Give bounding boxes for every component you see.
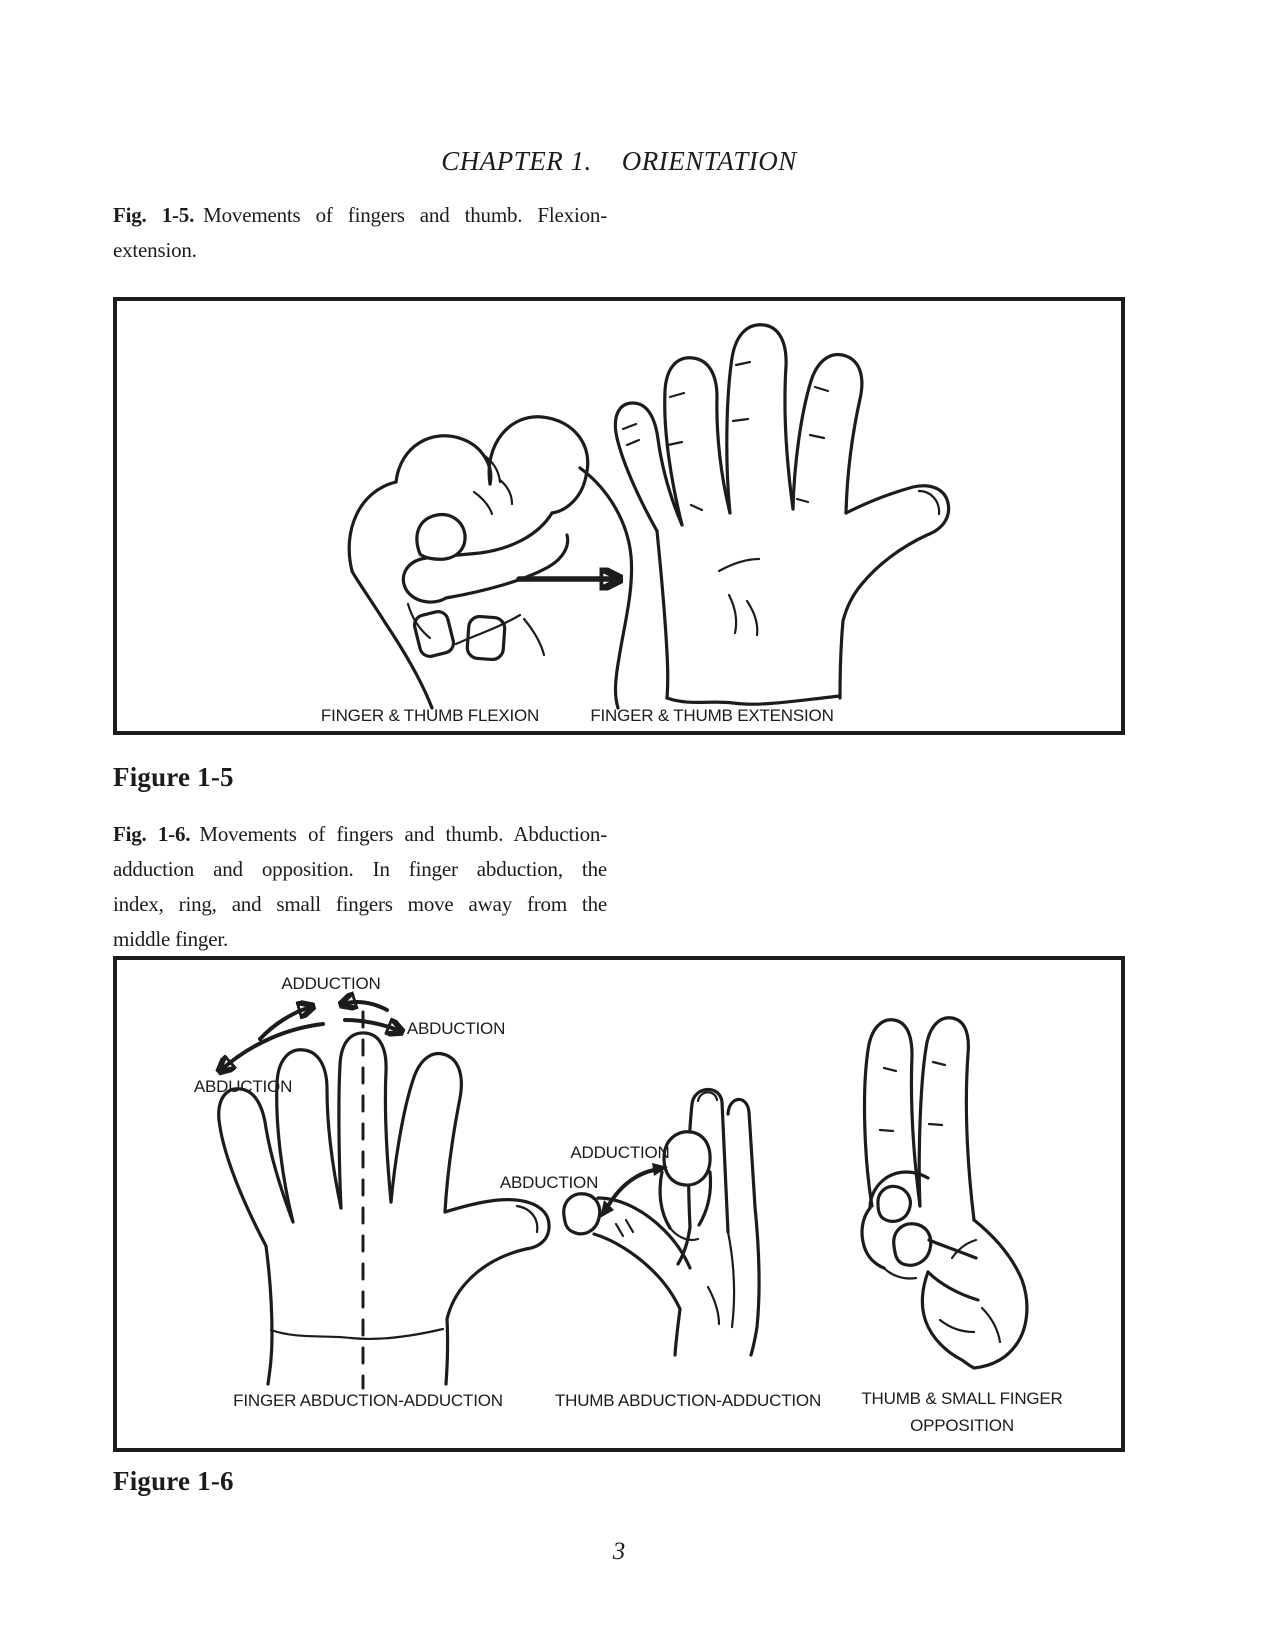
figure6-caption-label: Fig. 1-6. — [113, 822, 191, 846]
caption-line: extension. — [113, 238, 197, 262]
caption-line: adduction and opposition. In finger abduction, the — [113, 857, 607, 881]
page-number: 3 — [612, 1538, 626, 1565]
figure5-caption-label: Fig. 1-5. — [113, 203, 195, 227]
abduction-thumb-label: ABDUCTION — [499, 1173, 599, 1192]
caption-line — [113, 817, 607, 852]
opposition-label-line2: OPPOSITION — [910, 1416, 1014, 1435]
abduction-left-label: ABDUCTION — [193, 1077, 293, 1096]
abduction-right-label: ABDUCTION — [406, 1019, 506, 1038]
figure5-panel — [113, 297, 1125, 735]
abduction-adduction-drawing — [117, 960, 1121, 1448]
figure5-caption — [113, 198, 607, 268]
extension-label: FINGER & THUMB EXTENSION — [590, 706, 834, 725]
figure6-panel — [113, 956, 1125, 1452]
open-hand-drawing — [615, 325, 948, 704]
finger-abduction-label: FINGER ABDUCTION-ADDUCTION — [233, 1391, 503, 1410]
figure6-ref: Figure 1-6 — [113, 1466, 234, 1496]
chapter-number: CHAPTER 1. — [441, 146, 592, 176]
figure6-caption — [113, 817, 607, 957]
caption-line: index, ring, and small fingers move away from the — [113, 892, 607, 916]
chapter-title: ORIENTATION — [621, 146, 797, 176]
flexion-extension-drawing — [117, 301, 1121, 731]
chapter-heading — [113, 146, 1125, 177]
caption-line — [113, 198, 607, 233]
flexion-label: FINGER & THUMB FLEXION — [320, 706, 540, 725]
thumb-abduction-label: THUMB ABDUCTION-ADDUCTION — [554, 1391, 822, 1410]
opposition-hand — [862, 1018, 1027, 1368]
adduction-thumb-label: ADDUCTION — [570, 1143, 670, 1162]
fist-drawing — [349, 417, 631, 708]
caption-text: Movements of fingers and thumb. Abduction- — [199, 822, 608, 846]
adduction-top-label: ADDUCTION — [281, 974, 381, 993]
caption-line: middle finger. — [113, 927, 229, 951]
opposition-label-line1: THUMB & SMALL FINGER — [861, 1389, 1063, 1408]
figure5-ref: Figure 1-5 — [113, 762, 234, 792]
caption-text: Movements of fingers and thumb. Flexion- — [203, 203, 607, 227]
thumb-abduction-hand — [564, 1089, 759, 1355]
